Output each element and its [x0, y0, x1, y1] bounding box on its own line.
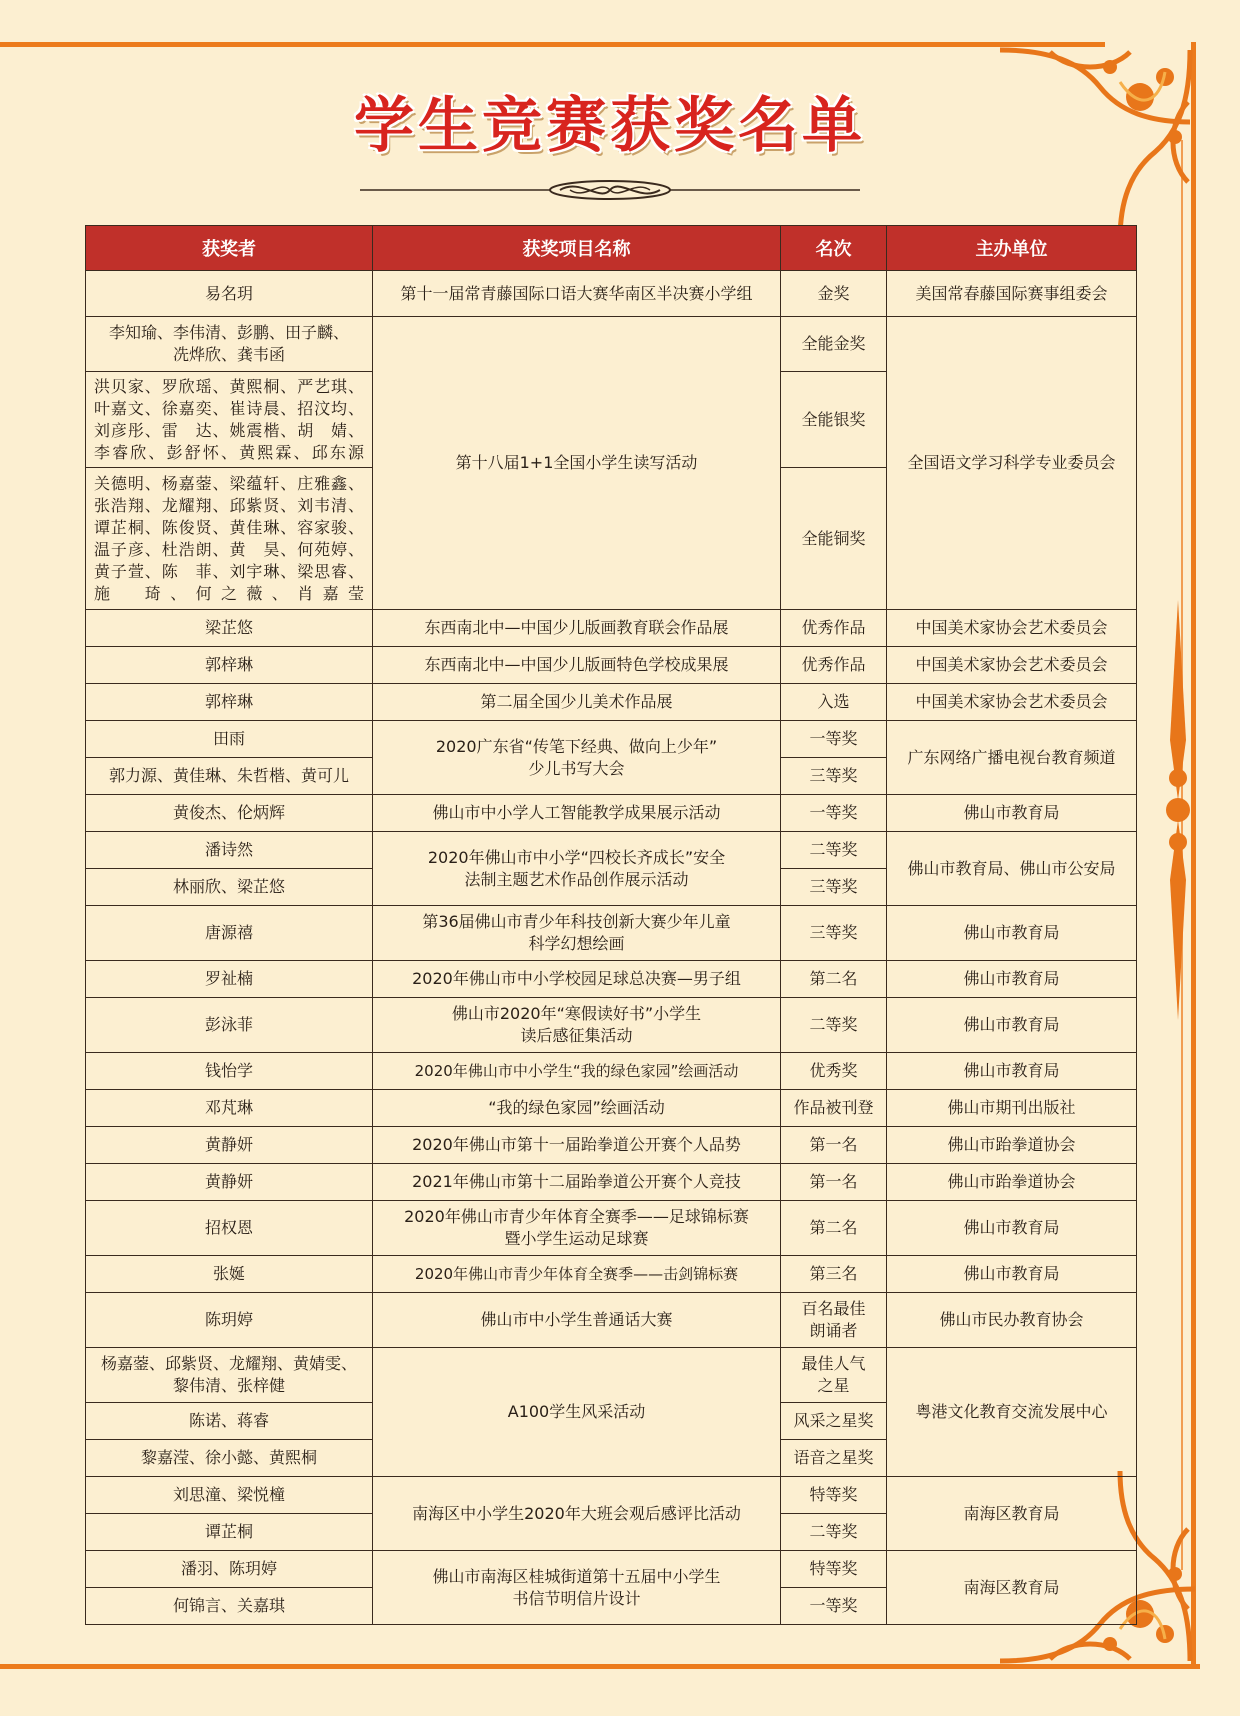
cell-project: 佛山市南海区桂城街道第十五届中小学生 书信节明信片设计: [373, 1551, 781, 1625]
cell-winner: 招权恩: [86, 1201, 373, 1256]
cell-project: 第十八届1+1全国小学生读写活动: [373, 317, 781, 610]
cell-winner: 杨嘉蓥、邱紫贤、龙耀翔、黄婧雯、 黎伟清、张梓健: [86, 1348, 373, 1403]
title-divider-ornament: [360, 178, 860, 202]
cell-project: 第36届佛山市青少年科技创新大赛少年儿童 科学幻想绘画: [373, 906, 781, 961]
table-row: [86, 271, 1137, 317]
cell-winner: 邓芃琳: [86, 1090, 373, 1127]
cell-winner: 谭芷桐: [86, 1514, 373, 1551]
cell-rank: 最佳人气 之星: [781, 1348, 887, 1403]
cell-organizer: 美国常春藤国际赛事组委会: [887, 271, 1137, 317]
cell-winner: 关德明、杨嘉蓥、梁蕴轩、庄雅鑫、 张浩翔、龙耀翔、邱紫贤、刘韦清、 谭芷桐、陈俊贤、黄佳琳、容家骏、 温子彦、杜浩朗、黄 昊、何苑婷、 黄子萱、陈 菲、刘宇琳、梁思睿、 施 琦、何之薇、肖嘉莹: [86, 468, 373, 610]
cell-rank: 三等奖: [781, 906, 887, 961]
cell-winner: 潘诗然: [86, 832, 373, 869]
cell-project: 佛山市2020年“寒假读好书”小学生 读后感征集活动: [373, 998, 781, 1053]
cell-winner: 彭泳菲: [86, 998, 373, 1053]
table-row: [86, 1293, 1137, 1348]
table-row: [86, 610, 1137, 647]
cell-winner: 梁芷悠: [86, 610, 373, 647]
cell-rank: 二等奖: [781, 832, 887, 869]
cell-winner: 陈玥婷: [86, 1293, 373, 1348]
page-title: 学生竞赛获奖名单: [354, 91, 866, 161]
cell-rank: 优秀作品: [781, 610, 887, 647]
table-row: [86, 795, 1137, 832]
cell-project: 东西南北中—中国少儿版画特色学校成果展: [373, 647, 781, 684]
cell-organizer: 粤港文化教育交流发展中心: [887, 1348, 1137, 1477]
cell-rank: 百名最佳 朗诵者: [781, 1293, 887, 1348]
header-rank: 名次: [781, 226, 887, 271]
cell-project: “我的绿色家园”绘画活动: [373, 1090, 781, 1127]
table-row: [86, 1053, 1137, 1090]
cell-rank: 全能金奖: [781, 317, 887, 372]
cell-rank: 风采之星奖: [781, 1403, 887, 1440]
cell-winner: 陈诺、蒋睿: [86, 1403, 373, 1440]
cell-rank: 第三名: [781, 1256, 887, 1293]
table-row: [86, 1090, 1137, 1127]
table-row: [86, 1164, 1137, 1201]
cell-winner: 钱怡学: [86, 1053, 373, 1090]
header-winner: 获奖者: [86, 226, 373, 271]
cell-rank: 第一名: [781, 1127, 887, 1164]
cell-project: 2021年佛山市第十二届跆拳道公开赛个人竞技: [373, 1164, 781, 1201]
cell-winner: 郭梓琳: [86, 684, 373, 721]
table-row: [86, 906, 1137, 961]
cell-winner: 洪贝家、罗欣瑶、黄熙桐、严艺琪、 叶嘉文、徐嘉奕、崔诗晨、招汶均、 刘彦彤、雷 达、姚震楷、胡 婧、 李睿欣、彭舒怀、黄熙霖、邱东源: [86, 372, 373, 468]
cell-project: 南海区中小学生2020年大班会观后感评比活动: [373, 1477, 781, 1551]
cell-rank: 第一名: [781, 1164, 887, 1201]
cell-project: A100学生风采活动: [373, 1348, 781, 1477]
header-organizer: 主办单位: [887, 226, 1137, 271]
cell-rank: 二等奖: [781, 1514, 887, 1551]
cell-winner: 林丽欣、梁芷悠: [86, 869, 373, 906]
cell-organizer: 佛山市教育局: [887, 1201, 1137, 1256]
cell-rank: 二等奖: [781, 998, 887, 1053]
cell-organizer: 佛山市教育局: [887, 1053, 1137, 1090]
cell-organizer: 中国美术家协会艺术委员会: [887, 647, 1137, 684]
cell-rank: 一等奖: [781, 721, 887, 758]
cell-organizer: 佛山市教育局: [887, 961, 1137, 998]
cell-project: 2020年佛山市中小学生“我的绿色家园”绘画活动: [373, 1053, 781, 1090]
table-row: [86, 317, 1137, 372]
cell-winner: 刘思潼、梁悦橦: [86, 1477, 373, 1514]
cell-rank: 一等奖: [781, 1588, 887, 1625]
awards-table: [85, 225, 1137, 1625]
cell-winner: 黄俊杰、伦炳辉: [86, 795, 373, 832]
cell-rank: 三等奖: [781, 869, 887, 906]
cell-winner: 张娫: [86, 1256, 373, 1293]
table-row: [86, 1256, 1137, 1293]
cell-winner: 罗祉楠: [86, 961, 373, 998]
cell-rank: 全能银奖: [781, 372, 887, 468]
cell-project: 2020年佛山市中小学“四校长齐成长”安全 法制主题艺术作品创作展示活动: [373, 832, 781, 906]
cell-winner: 潘羽、陈玥婷: [86, 1551, 373, 1588]
cell-organizer: 佛山市教育局、佛山市公安局: [887, 832, 1137, 906]
cell-rank: 特等奖: [781, 1477, 887, 1514]
cell-rank: 入选: [781, 684, 887, 721]
cell-project: 佛山市中小学生普通话大赛: [373, 1293, 781, 1348]
cell-organizer: 中国美术家协会艺术委员会: [887, 684, 1137, 721]
table-row: [86, 721, 1137, 758]
cell-organizer: 南海区教育局: [887, 1477, 1137, 1551]
cell-rank: 三等奖: [781, 758, 887, 795]
table-row: [86, 961, 1137, 998]
cell-rank: 第二名: [781, 961, 887, 998]
header-project: 获奖项目名称: [373, 226, 781, 271]
cell-organizer: 中国美术家协会艺术委员会: [887, 610, 1137, 647]
cell-rank: 优秀奖: [781, 1053, 887, 1090]
cell-rank: 一等奖: [781, 795, 887, 832]
cell-winner: 黄静妍: [86, 1127, 373, 1164]
cell-organizer: 佛山市教育局: [887, 1256, 1137, 1293]
cell-organizer: 佛山市跆拳道协会: [887, 1164, 1137, 1201]
cell-winner: 郭梓琳: [86, 647, 373, 684]
table-row: [86, 1201, 1137, 1256]
cell-organizer: 佛山市教育局: [887, 998, 1137, 1053]
cell-project: 2020年佛山市第十一届跆拳道公开赛个人品势: [373, 1127, 781, 1164]
cell-winner: 郭力源、黄佳琳、朱哲楷、黄可儿: [86, 758, 373, 795]
cell-winner: 何锦言、关嘉琪: [86, 1588, 373, 1625]
cell-organizer: 佛山市跆拳道协会: [887, 1127, 1137, 1164]
table-row: [86, 1348, 1137, 1403]
cell-rank: 全能铜奖: [781, 468, 887, 610]
side-ornament-right: [1158, 600, 1198, 1020]
cell-winner: 李知瑜、李伟清、彭鹏、田子麟、 冼烨欣、龚韦函: [86, 317, 373, 372]
table-row: [86, 647, 1137, 684]
cell-rank: 优秀作品: [781, 647, 887, 684]
cell-organizer: 广东网络广播电视台教育频道: [887, 721, 1137, 795]
cell-organizer: 佛山市教育局: [887, 906, 1137, 961]
table-row: [86, 1477, 1137, 1514]
cell-project: 2020年佛山市青少年体育全赛季——足球锦标赛 暨小学生运动足球赛: [373, 1201, 781, 1256]
frame-top-border: [0, 42, 1105, 47]
table-header-row: [86, 226, 1137, 271]
cell-winner: 黎嘉滢、徐小懿、黄熙桐: [86, 1440, 373, 1477]
table-row: [86, 1551, 1137, 1588]
cell-winner: 黄静妍: [86, 1164, 373, 1201]
cell-project: 第十一届常青藤国际口语大赛华南区半决赛小学组: [373, 271, 781, 317]
cell-project: 第二届全国少儿美术作品展: [373, 684, 781, 721]
cell-rank: 作品被刊登: [781, 1090, 887, 1127]
cell-project: 2020年佛山市青少年体育全赛季——击剑锦标赛: [373, 1256, 781, 1293]
cell-organizer: 南海区教育局: [887, 1551, 1137, 1625]
cell-winner: 唐源禧: [86, 906, 373, 961]
cell-project: 2020年佛山市中小学校园足球总决赛—男子组: [373, 961, 781, 998]
cell-project: 佛山市中小学人工智能教学成果展示活动: [373, 795, 781, 832]
cell-rank: 语音之星奖: [781, 1440, 887, 1477]
table-row: [86, 684, 1137, 721]
cell-project: 东西南北中—中国少儿版画教育联会作品展: [373, 610, 781, 647]
cell-organizer: 佛山市期刊出版社: [887, 1090, 1137, 1127]
cell-rank: 金奖: [781, 271, 887, 317]
table-row: [86, 998, 1137, 1053]
table-row: [86, 832, 1137, 869]
cell-rank: 第二名: [781, 1201, 887, 1256]
cell-project: 2020广东省“传笔下经典、做向上少年” 少儿书写大会: [373, 721, 781, 795]
cell-winner: 易名玥: [86, 271, 373, 317]
cell-rank: 特等奖: [781, 1551, 887, 1588]
cell-winner: 田雨: [86, 721, 373, 758]
cell-organizer: 佛山市教育局: [887, 795, 1137, 832]
table-row: [86, 1127, 1137, 1164]
cell-organizer: 佛山市民办教育协会: [887, 1293, 1137, 1348]
cell-organizer: 全国语文学习科学专业委员会: [887, 317, 1137, 610]
